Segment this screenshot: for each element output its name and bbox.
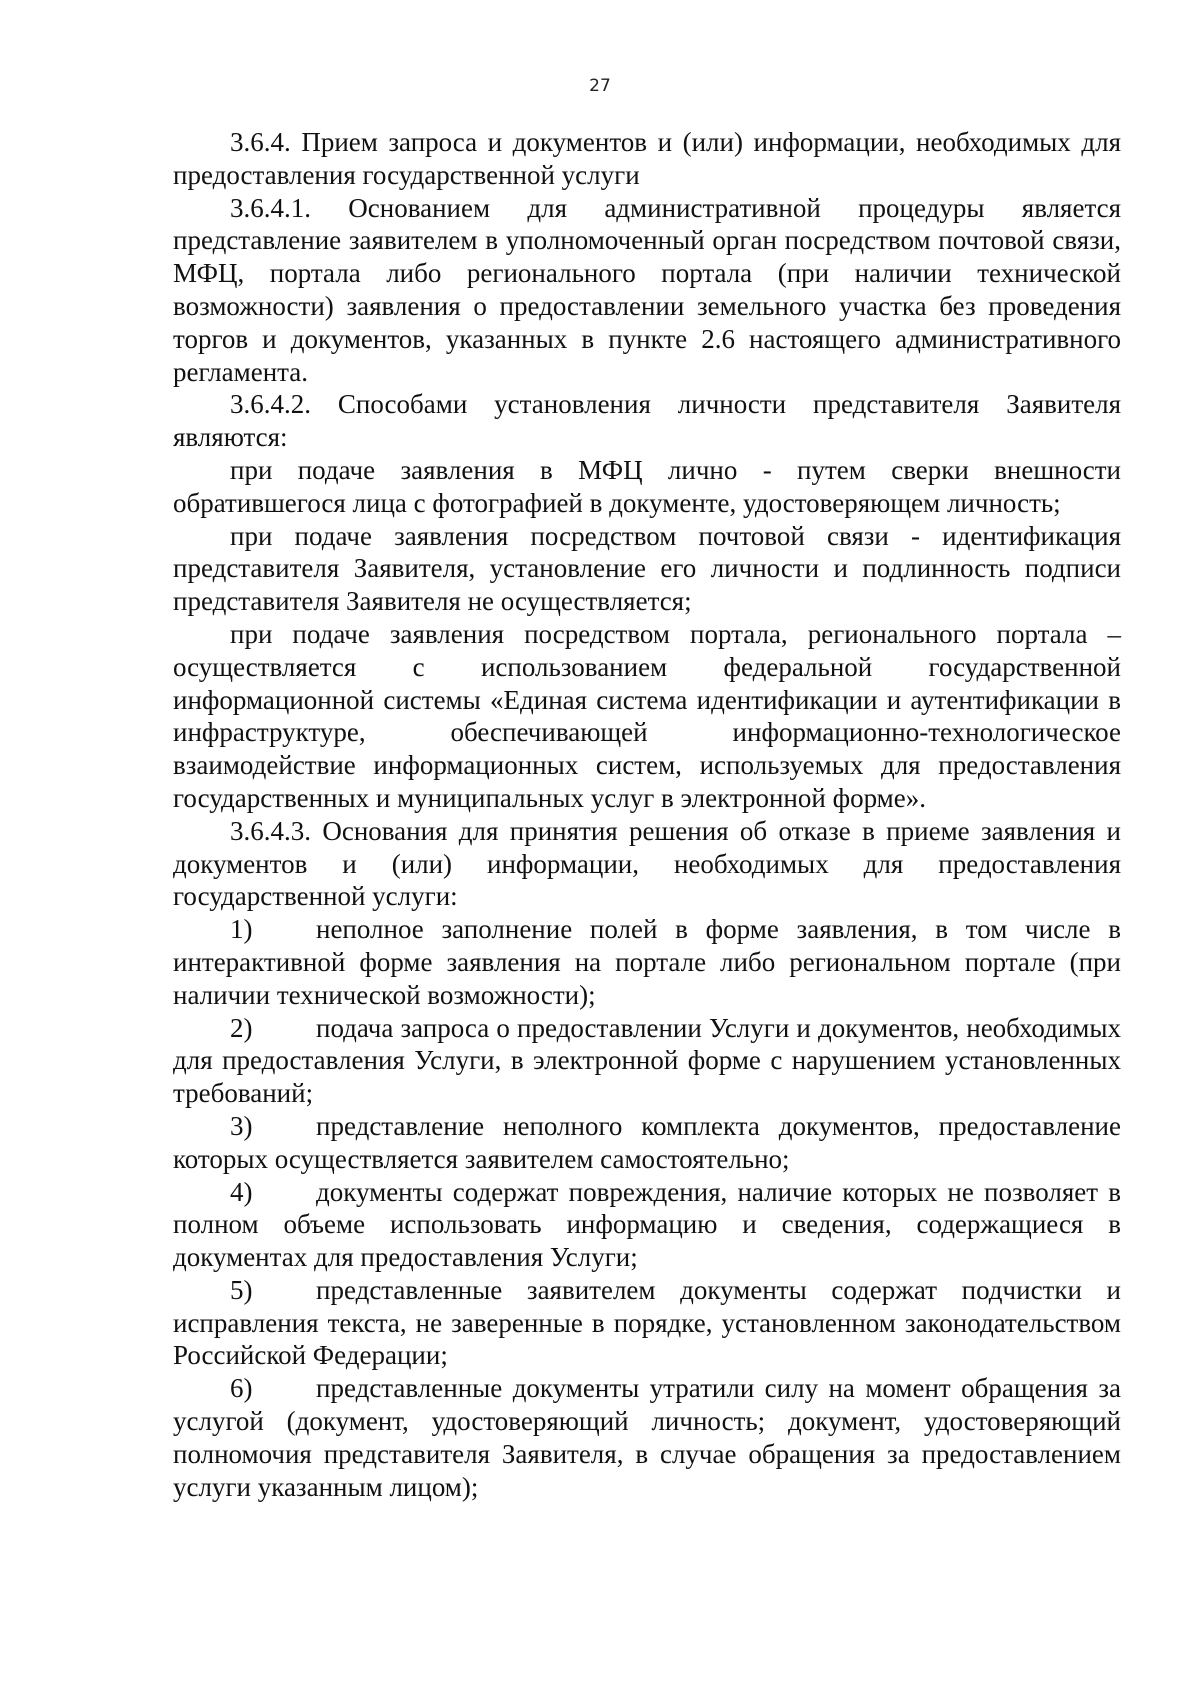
- page-number: 27: [589, 76, 611, 96]
- list-item-text: представленные заявителем документы содержат подчистки и исправления текста, не заверенные в порядке, установленном законодательством Российской Федерации;: [173, 1274, 1121, 1371]
- list-item-text: представленные документы утратили силу на момент обращения за услугой (документ, удостоверяющий личность; документ, удостоверяющий полномочия представителя Заявителя, в случае обращения за предоставлением услуги указанным лицом);: [173, 1373, 1121, 1502]
- list-item-number: 3): [230, 1110, 253, 1141]
- list-item-number: 4): [230, 1176, 253, 1207]
- list-item: [173, 1176, 1121, 1274]
- list-item-number: 2): [230, 1012, 253, 1043]
- paragraph-3-6-4-3: 3.6.4.3. Основания для принятия решения об отказе в приеме заявления и документов и (или) информации, необходимых для предоставления государственной услуги:: [173, 815, 1121, 912]
- document-body: [173, 126, 1121, 1503]
- list-item-text: подача запроса о предоставлении Услуги и документов, необходимых для предоставления Услуги, в электронной форме с нарушением установленных требований;: [173, 1012, 1121, 1109]
- list-item-text: представление неполного комплекта документов, предоставление которых осуществляется заявителем самостоятельно;: [173, 1110, 1121, 1174]
- list-item-number: 6): [230, 1373, 253, 1404]
- list-item-number: 1): [230, 914, 253, 945]
- section-heading-3-6-4: 3.6.4. Прием запроса и документов и (или) информации, необходимых для предоставления государственной услуги: [173, 127, 1121, 190]
- list-item: [173, 1274, 1121, 1372]
- list-item-number: 5): [230, 1274, 253, 1305]
- list-item: [173, 1372, 1121, 1503]
- list-item-text: неполное заполнение полей в форме заявления, в том числе в интерактивной форме заявления на портале либо региональном портале (при наличии технической возможности);: [173, 914, 1121, 1010]
- paragraph-identification-mfc: при подаче заявления в МФЦ лично - путем сверки внешности обратившегося лица с фотографией в документе, удостоверяющем личность;: [173, 454, 1121, 518]
- list-item-text: документы содержат повреждения, наличие которых не позволяет в полном объеме использовать информацию и сведения, содержащиеся в документах для предоставления Услуги;: [173, 1176, 1121, 1273]
- list-item: [173, 913, 1121, 1011]
- paragraph-identification-post: при подаче заявления посредством почтовой связи - идентификация представителя Заявителя, установление его личности и подлинность подписи представителя Заявителя не осуществляется;: [173, 520, 1121, 617]
- paragraph-3-6-4-2: 3.6.4.2. Способами установления личности представителя Заявителя являются:: [173, 389, 1121, 453]
- list-item: [173, 1110, 1121, 1176]
- paragraph-3-6-4-1: 3.6.4.1. Основанием для административной процедуры является представление заявителем в уполномоченный орган посредством почтовой связи, МФЦ, портала либо регионального портала (при наличии технической возможности) заявления о предоставлении земельного участка без проведения торгов и документов, указанных в пункте 2.6 настоящего административного регламента.: [173, 192, 1121, 387]
- paragraph-identification-portal: при подаче заявления посредством портала, регионального портала – осуществляется с использованием федеральной государственной информационной системы «Единая система идентификации и аутентификации в инфраструктуре, обеспечивающей информационно-технологическое взаимодействие информационных систем, используемых для предоставления государственных и муниципальных услуг в электронной форме».: [173, 618, 1121, 813]
- list-item: [173, 1012, 1121, 1110]
